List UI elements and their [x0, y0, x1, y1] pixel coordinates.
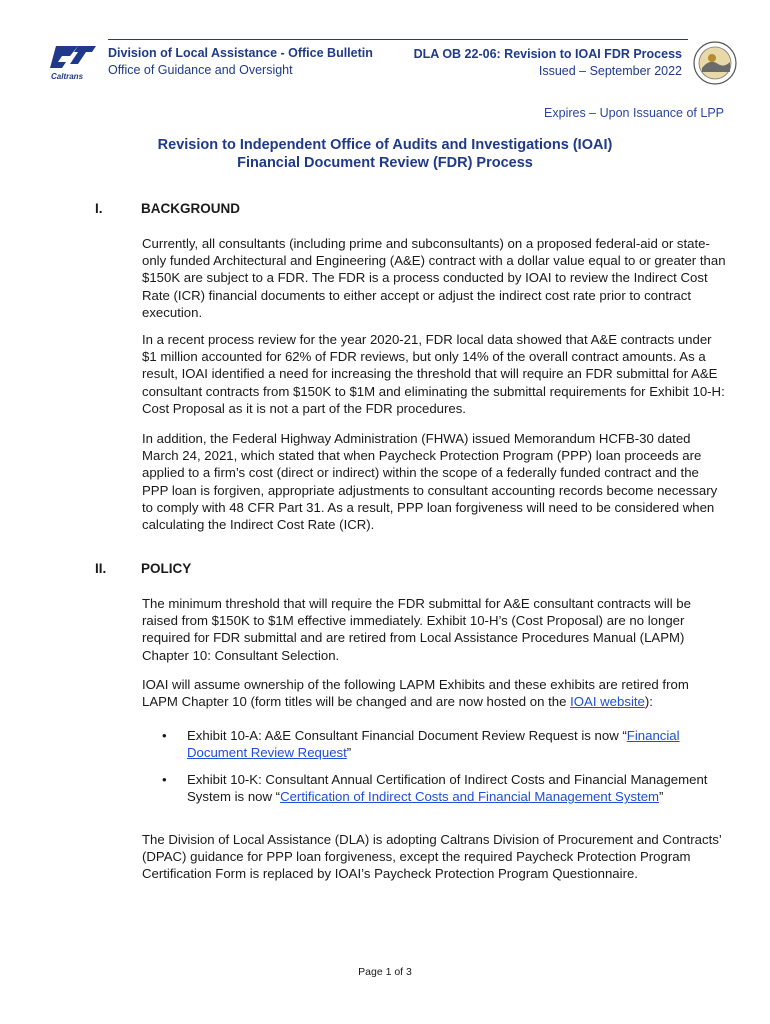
policy-paragraph-3: The Division of Local Assistance (DLA) is adopting Caltrans Division of Procurement and Contracts’ (DPAC) guidance for PPP loan forgiveness, except the required Paycheck Protection Program Certification Form is replaced by IOAI’s Paycheck Protection Program Questionnaire. — [142, 832, 722, 882]
background-paragraph-3: In addition, the Federal Highway Administration (FHWA) issued Memorandum HCFB-30 dated March 24, 2021, which stated that when Paycheck Protection Program (PPP) loan proceeds are applied to a firm’s cost (direct or indirect) within the scope of a federally funded contract and the PPP loan is forgiven, appropriate adjustments to consultant accounting records become necessary to comply with 48 CFR Part 31. As a result, PPP loan forgiveness will need to be considered when calculating the Indirect Cost Rate (ICR). — [142, 431, 718, 533]
list-item: • Exhibit 10-A: A&E Consultant Financial Document Review Request is now “Financial Document Review Request” — [162, 728, 680, 761]
header-left — [108, 45, 373, 79]
title-line-2: Financial Document Review (FDR) Process — [237, 155, 533, 171]
section-heading-background — [95, 201, 240, 216]
section-heading-policy — [95, 561, 191, 576]
background-paragraph-2: In a recent process review for the year 2020-21, FDR local data showed that A&E contracts under $1 million accounted for 62% of FDR reviews, but only 14% of the overall contract amounts. As a result, IOAI identified a need for increasing the threshold that will require an FDR submittal for A&E consultant contracts from $150K to $1M and eliminating the submittal requirements for Exhibit 10-H: Cost Proposal as it is not a part of the FDR procedures. — [142, 332, 725, 416]
ioai-website-link[interactable]: IOAI website — [570, 694, 645, 710]
header-right — [414, 46, 682, 80]
paragraph — [142, 430, 727, 533]
background-paragraph-1: Currently, all consultants (including prime and subconsultants) on a proposed federal-aid or state-only funded Architectural and Engineering (A&E) contract with a dollar value equal to or greater than $150K are subject to a FDR. The FDR is a process conducted by IOAI to review the Indirect Cost Rate (ICR) financial documents to either accept or adjust the indirect cost rate prior to contract execution. — [142, 236, 726, 320]
state-seal-icon — [692, 40, 738, 86]
page-number: Page 1 of 3 — [358, 966, 412, 978]
caltrans-logo — [48, 42, 98, 82]
title-line-1: Revision to Independent Office of Audits and Investigations (IOAI) — [157, 137, 613, 153]
paragraph — [142, 676, 727, 710]
paragraph — [142, 595, 727, 664]
section-title: POLICY — [141, 561, 192, 576]
bullet-icon: • — [162, 772, 167, 787]
svg-text:Caltrans: Caltrans — [51, 72, 84, 81]
paragraph — [142, 235, 727, 321]
paragraph — [142, 331, 727, 417]
list-item: • Exhibit 10-K: Consultant Annual Certification of Indirect Costs and Financial Management System is now “Certification of Indirect Costs and Financial Management System” — [162, 772, 708, 805]
bullet-icon: • — [162, 728, 167, 743]
expiration-note: Expires – Upon Issuance of LPP — [544, 106, 724, 120]
header-rule — [108, 39, 688, 40]
bulletin-title: Division of Local Assistance - Office Bulletin — [108, 46, 373, 60]
office-name: Office of Guidance and Oversight — [108, 63, 293, 77]
section-number: II. — [95, 561, 107, 576]
fdr-request-link[interactable]: Financial Document Review Request — [187, 728, 680, 761]
policy-paragraph-2: IOAI will assume ownership of the following LAPM Exhibits and these exhibits are retired from LAPM Chapter 10 (form titles will be changed and are now hosted on the IOAI website): — [142, 677, 689, 710]
bulletin-number: DLA OB 22-06: Revision to IOAI FDR Process — [413, 47, 682, 61]
paragraph — [142, 831, 727, 883]
policy-paragraph-1: The minimum threshold that will require the FDR submittal for A&E consultant contracts will be raised from $150K to $1M effective immediately. Exhibit 10-H’s (Cost Proposal) are no longer required for FDR submittal and are retired from Local Assistance Procedures Manual (LAPM) Chapter 10: Consultant Selection. — [142, 596, 691, 663]
certification-link[interactable]: Certification of Indirect Costs and Financial Management System — [280, 789, 660, 805]
issued-date: Issued – September 2022 — [538, 64, 682, 78]
section-title: BACKGROUND — [141, 201, 240, 216]
document-title — [0, 136, 770, 172]
section-number: I. — [95, 201, 103, 216]
